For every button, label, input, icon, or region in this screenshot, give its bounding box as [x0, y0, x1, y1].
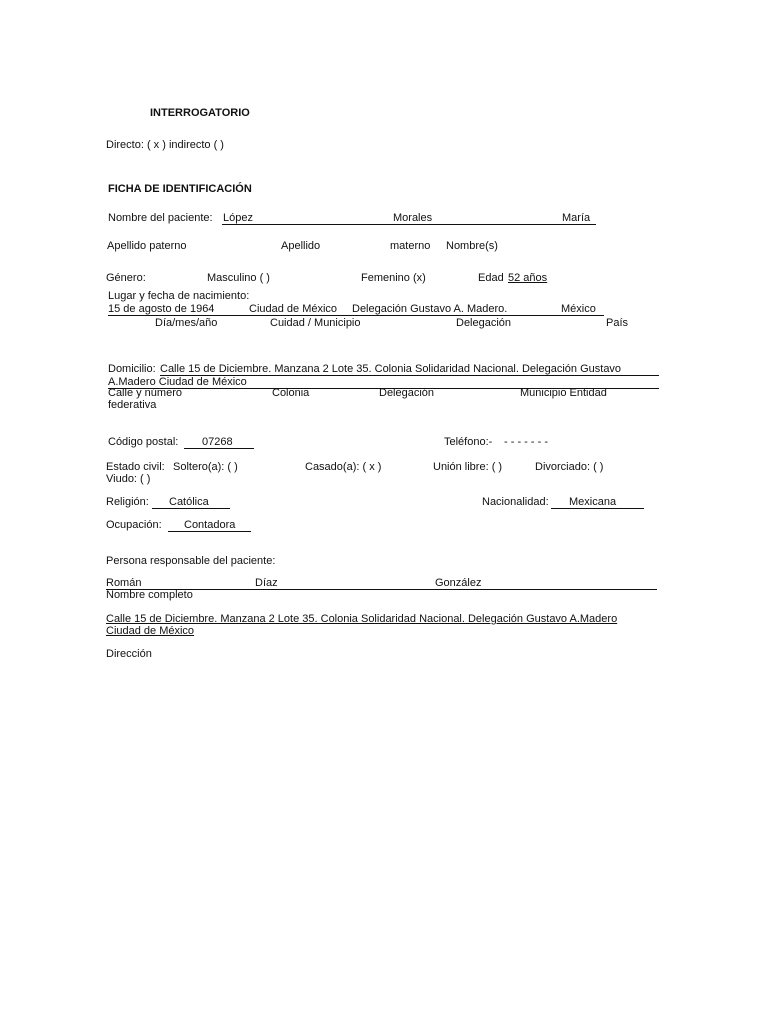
- civil-divorced-option: Divorciado: ( ): [535, 461, 604, 473]
- religion-value: Católica: [169, 496, 209, 508]
- caption-colony: Colonia: [272, 387, 310, 399]
- patient-given-name: María: [562, 212, 591, 224]
- responsible-paternal-surname: Díaz: [255, 577, 278, 589]
- civil-single-option: Soltero(a): ( ): [173, 461, 238, 473]
- source-of-history: Directo: ( x ) indirecto ( ): [106, 139, 224, 151]
- religion-label: Religión:: [106, 496, 149, 508]
- civil-widowed-option: Viudo: ( ): [106, 473, 151, 485]
- occupation-value: Contadora: [184, 519, 236, 531]
- postal-code-label: Código postal:: [108, 436, 179, 448]
- responsible-label: Persona responsable del paciente:: [106, 555, 276, 567]
- nationality-label: Nacionalidad:: [482, 496, 549, 508]
- patient-maternal-surname: Morales: [393, 212, 433, 224]
- patient-name-label: Nombre del paciente:: [108, 212, 213, 224]
- birth-label: Lugar y fecha de nacimiento:: [108, 290, 250, 302]
- age-value: 52 años: [508, 272, 548, 284]
- gender-label: Género:: [106, 272, 146, 284]
- phone-value: - - - - - - -: [504, 436, 548, 448]
- caption-paternal-surname: Apellido paterno: [107, 240, 187, 252]
- caption-municipality: Municipio Entidad: [520, 387, 607, 399]
- responsible-maternal-surname: González: [435, 577, 482, 589]
- phone-label: Teléfono:-: [444, 436, 493, 448]
- caption-address-delegation: Delegación: [379, 387, 435, 399]
- form-heading: INTERROGATORIO: [150, 107, 250, 119]
- birth-country: México: [561, 303, 596, 315]
- caption-materno: materno: [390, 240, 431, 252]
- postal-code-value: 07268: [202, 436, 233, 448]
- civil-married-option: Casado(a): ( x ): [305, 461, 382, 473]
- address-line-1: Calle 15 de Diciembre. Manzana 2 Lote 35. Colonia Solidaridad Nacional. Delegación Gustavo: [160, 363, 622, 375]
- caption-full-name: Nombre completo: [106, 589, 193, 601]
- civil-status-label: Estado civil:: [106, 461, 165, 473]
- nationality-value: Mexicana: [569, 496, 617, 508]
- caption-birth-city: Cuidad / Municipio: [270, 317, 361, 329]
- birth-date: 15 de agosto de 1964: [108, 303, 215, 315]
- responsible-first-name: Román: [106, 577, 142, 589]
- caption-birth-date: Día/mes/año: [155, 317, 218, 329]
- address-label: Domicilio:: [108, 363, 156, 375]
- birth-delegation: Delegación Gustavo A. Madero.: [352, 303, 508, 315]
- caption-apellido: Apellido: [281, 240, 321, 252]
- address-line-2: A.Madero Ciudad de México: [108, 376, 247, 388]
- birth-city: Ciudad de México: [249, 303, 338, 315]
- caption-birth-delegation: Delegación: [456, 317, 512, 329]
- caption-federal-entity: federativa: [108, 399, 157, 411]
- caption-address: Dirección: [106, 648, 152, 660]
- responsible-address-line-2: Ciudad de México: [106, 625, 195, 637]
- gender-male-option: Masculino ( ): [207, 272, 270, 284]
- age-label: Edad: [478, 272, 504, 284]
- patient-paternal-surname: López: [223, 212, 253, 224]
- civil-union-option: Unión libre: ( ): [433, 461, 503, 473]
- responsible-address-line-1: Calle 15 de Diciembre. Manzana 2 Lote 35. Colonia Solidaridad Nacional. Delegación Gustavo A.Madero: [106, 613, 618, 625]
- caption-given-name: Nombre(s): [446, 240, 498, 252]
- gender-female-option: Femenino (x): [361, 272, 426, 284]
- caption-birth-country: País: [606, 317, 629, 329]
- section-title: FICHA DE IDENTIFICACIÓN: [108, 183, 252, 195]
- caption-street: Calle y número: [108, 387, 182, 399]
- occupation-label: Ocupación:: [106, 519, 162, 531]
